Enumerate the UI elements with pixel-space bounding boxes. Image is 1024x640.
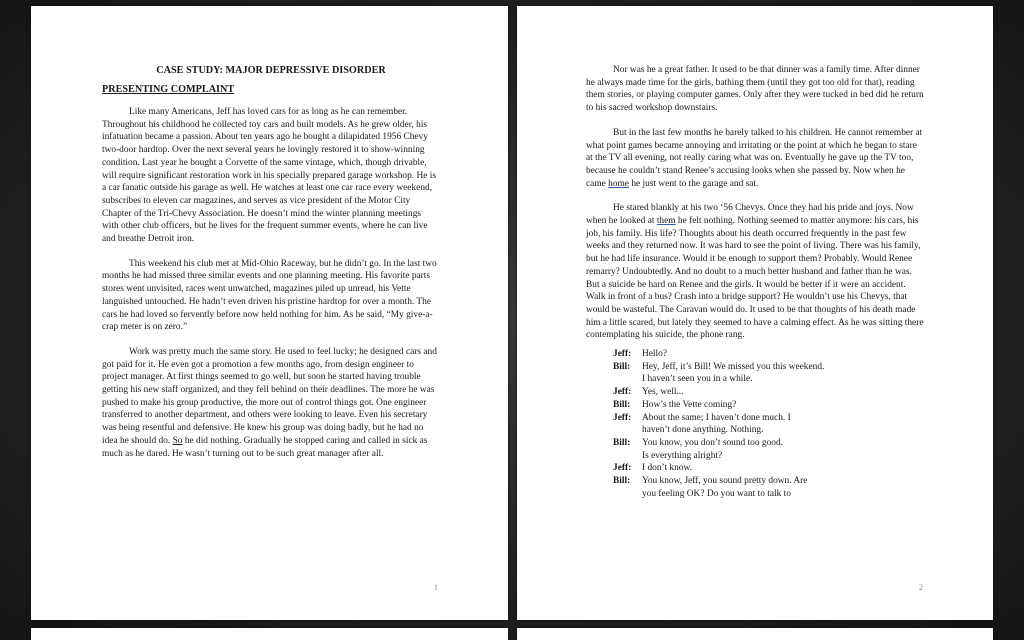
dialog-speech	[642, 475, 924, 500]
dialog-line	[613, 399, 924, 412]
dialog-line	[613, 348, 924, 361]
paragraph: Like many Americans, Jeff has loved cars for as long as he can remember. Throughout his childhood he collected toy cars and built models. As he grew older, his infatuation became a passion. About ten years ago he bought a dilapidated 1956 Chevy two-door hardtop. Over the next several years he lovingly restored it to show-winning condition. Last year he bought a Corvette of the same vintage, which, though drivable, will require significant restoration work in his specially prepared garage workshop. He is a car fanatic outside his garage as well. He watches at least one car race every weekend, subscribes to eleven car magazines, and serves as vice president of the Motor City Chapter of the Tri-Chevy Association. He doesn’t mind the winter planning meetings with other club officers, but he lives for the frequent summer events, where he can live and breathe Detroit iron.	[102, 107, 437, 245]
dialog-speech	[642, 412, 924, 437]
phone-dialog	[586, 348, 924, 500]
text-run: He stared blankly at his two ‘56 Chevys. Once they had his pride and joys. Now when he looked at	[586, 203, 914, 227]
paragraph	[586, 202, 924, 342]
dialog-speaker: Jeff:	[613, 349, 632, 360]
text-run: But in the last few months he barely talked to his children. He cannot remember at what point games became annoying and irritating or the point at which he began to stare at the TV all evening, not really caring what was on. Eventually he gave up the TV too, because he couldn’t stand Renee’s accusing looks when she passed by. Now when he came	[586, 127, 923, 189]
paragraph: This weekend his club met at Mid-Ohio Raceway, but he didn’t go. In the last two months he had missed three similar events and one planning meeting. His favorite parts stores went unvisited, races went unwatched, magazines piled up unread, his Vette languished untouched. He hadn’t even driven his pristine hardtop for over a month. The cars he had loved so fervently before now held nothing for him. As he said, “My give-a-crap meter is on zero.”	[102, 258, 437, 333]
dialog-speech-line: Hey, Jeff, it’s Bill! We missed you this weekend.	[642, 361, 825, 372]
underlined-word: So	[172, 435, 183, 446]
dialog-speech-line: I haven’t seen you in a while.	[642, 374, 753, 385]
document-page-2[interactable]	[517, 6, 993, 620]
dialog-speech-line: haven’t done anything. Nothing.	[642, 425, 764, 436]
dialog-line	[613, 386, 924, 399]
document-page-3[interactable]	[31, 628, 508, 640]
document-page-4[interactable]	[517, 628, 993, 640]
underlined-word: them	[656, 216, 676, 227]
dialog-speaker: Jeff:	[613, 387, 632, 398]
text-run: he just went to the garage and sat.	[628, 178, 759, 189]
dialog-speech-line: You know, you don’t sound too good.	[642, 437, 783, 448]
dialog-line	[613, 361, 924, 386]
dialog-line	[613, 437, 924, 462]
document-page-1[interactable]	[31, 6, 508, 620]
dialog-speaker: Bill:	[613, 399, 631, 410]
page-number: 2	[919, 583, 923, 592]
dialog-speech-line: You know, Jeff, you sound pretty down. Are	[642, 476, 808, 487]
dialog-line	[613, 462, 924, 475]
dialog-speech-line: you feeling OK? Do you want to talk to	[642, 488, 791, 499]
dialog-speaker: Jeff:	[613, 463, 632, 474]
dialog-speaker: Bill:	[613, 476, 631, 487]
page-number: 1	[434, 583, 438, 592]
dialog-speech	[642, 348, 924, 361]
page-2-content	[586, 64, 924, 501]
dialog-speech-line: About the same; I haven’t done much. I	[642, 412, 791, 423]
dialog-speaker: Bill:	[613, 437, 631, 448]
dialog-speaker: Bill:	[613, 361, 631, 372]
dialog-speech-line: Is everything alright?	[642, 450, 723, 461]
dialog-speech-line: Yes, well...	[642, 387, 684, 398]
text-run: he did nothing. Gradually he stopped caring and called in sick as much as he dared. He wasn’t turning out to be such great manager after all.	[102, 435, 428, 459]
dialog-speech	[642, 399, 924, 412]
paragraph	[586, 127, 924, 191]
presenting-complaint-heading: PRESENTING COMPLAINT	[102, 84, 235, 95]
dialog-line	[613, 412, 924, 437]
dialog-speaker: Jeff:	[613, 412, 632, 423]
dialog-speech-line: I don’t know.	[642, 463, 692, 474]
dialog-speech	[642, 386, 924, 399]
case-study-title: CASE STUDY: MAJOR DEPRESSIVE DISORDER	[156, 65, 386, 76]
text-run: he felt nothing. Nothing seemed to matter anymore: his cars, his job, his family. His life? Thoughts about his death occurred frequently in the past few weeks and they returned now. It was hard to see the point of living. There was his family, but he had life insurance. Would it be enough to support them? Probably. Would Renee remarry? Undoubtedly. And no doubt to a much better husband and father than he was. But a suicide be hard on Renee and the girls. It would be better if it were an accident. Walk in front of a bus? Crash into a bridge support? He wouldn’t use his Chevys, that would be wasteful. The Caravan would do. It used to be that thoughts of his death made him a little scared, but lately they seemed to have a calming effect. As he was sitting there contemplating his suicide, the phone rang.	[586, 216, 924, 341]
dialog-speech	[642, 437, 924, 462]
text-run: Work was pretty much the same story. He used to feel lucky; he designed cars and got paid for it. He even got a promotion a few months ago, from design engineer to project manager. At first things seemed to go well, but soon he started having trouble getting his new staff organized, and they fell behind on their deadlines. The more he was pushed to make his group productive, the more out of control things got. One engineer transferred to another department, and others were looking to leave. Even his secretary was being resentful and defensive. He knew his group was doing badly, but he had no idea he should do.	[102, 346, 437, 446]
paragraph: Nor was he a great father. It used to be that dinner was a family time. After dinner he always made time for the girls, bathing them (until they got too old for that), reading them stories, or playing computer games. Only after they were tucked in bed did he return to his sacred workshop downstairs.	[586, 65, 924, 114]
dialog-line	[613, 475, 924, 500]
page-1-content	[102, 64, 440, 472]
paragraph	[102, 346, 440, 460]
dialog-speech	[642, 361, 924, 386]
underlined-word: home	[608, 178, 629, 189]
dialog-speech	[642, 462, 924, 475]
dialog-speech-line: Hello?	[642, 349, 667, 360]
dialog-speech-line: How’s the Vette coming?	[642, 399, 737, 410]
